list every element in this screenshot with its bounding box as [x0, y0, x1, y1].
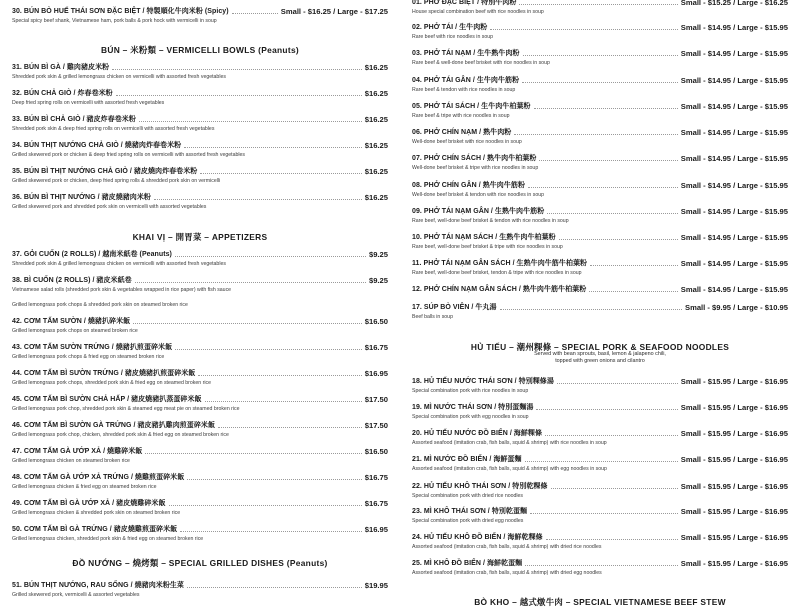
item-name: 45. CƠM TẤM BÌ SƯỜN CHẢ HẤP / 豬皮燒豬扒蒸蛋碎米飯 — [12, 396, 202, 403]
item-price: Small - $14.95 / Large - $15.95 — [680, 128, 788, 137]
menu-item — [12, 394, 388, 412]
item-description: Rare beef & well-done beef brisket with rice noodles in soup — [412, 60, 550, 66]
note-line: Served with bean sprouts, basil, lemon & jalapeno chili, — [534, 351, 666, 357]
item-description: Shredded pork skin & grilled lemongrass chicken on vermicelli with assorted fresh vegetables — [12, 74, 226, 80]
menu-item-row — [412, 454, 788, 464]
menu-item-row — [412, 402, 788, 412]
menu-item — [12, 498, 388, 516]
item-description: Grilled skewered pork or chicken & deep fried spring rolls on vermicelli with assorted fresh vegetables — [12, 152, 245, 158]
menu-item-row — [412, 532, 788, 542]
dotted-leader — [218, 427, 362, 428]
menu-item-row — [12, 446, 388, 456]
menu-item-row — [12, 166, 388, 176]
dotted-leader — [180, 531, 362, 532]
item-name: 08. PHỞ CHÍN GÂN / 熟牛肉牛筋粉 — [412, 182, 526, 189]
dotted-leader — [589, 291, 678, 292]
item-description: Rare beef & tripe with rice noodles in soup — [412, 113, 510, 119]
item-price: Small - $15.95 / Large - $16.95 — [680, 559, 788, 568]
dotted-leader — [139, 121, 362, 122]
item-price: Small - $15.95 / Large - $16.95 — [680, 507, 788, 516]
dotted-leader — [539, 160, 677, 161]
item-name: 36. BÚN BÌ THỊT NƯỚNG / 豬皮燒豬肉米粉 — [12, 194, 151, 201]
item-description: Assorted seafood (imitation crab, fish balls, squid & shrimp) with egg noodles in soup — [412, 466, 607, 472]
menu-item-row — [412, 75, 788, 85]
menu-item — [412, 206, 788, 224]
menu-item — [412, 153, 788, 171]
menu-item-row — [412, 206, 788, 216]
item-name: 22. HỦ TIẾU KHÔ THÁI SƠN / 特別乾粿條 — [412, 483, 548, 490]
menu-item — [412, 48, 788, 66]
menu-item-row — [12, 275, 388, 285]
menu-item — [412, 258, 788, 276]
item-name: 09. PHỞ TÁI NẠM GÂN / 生熟牛肉牛筋粉 — [412, 208, 545, 215]
item-price: $19.95 — [364, 581, 388, 590]
menu-item — [412, 454, 788, 472]
item-description: Assorted seafood (imitation crab, fish balls, squid & shrimp) with dried rice noodles — [412, 544, 602, 550]
dotted-leader — [116, 95, 362, 96]
menu-item — [12, 114, 388, 132]
item-price: $16.50 — [364, 317, 388, 326]
item-name: 21. MÌ NƯỚC ĐỒ BIỂN / 海鮮蛋麵 — [412, 456, 522, 463]
menu-item — [412, 75, 788, 93]
menu-item-row — [412, 48, 788, 58]
dotted-leader — [522, 82, 678, 83]
item-description: Grilled lemongrass chicken on steamed broken rice — [12, 458, 130, 464]
dotted-leader — [557, 383, 678, 384]
note-line: topped with green onions and cilantro — [555, 358, 645, 364]
menu-item-row — [412, 22, 788, 32]
dotted-leader — [133, 323, 362, 324]
item-name: 30. BÚN BÒ HUẾ THÁI SƠN ĐẶC BIỆT / 特製順化牛肉米粉 (Spicy) — [12, 8, 229, 15]
section-note — [412, 351, 788, 365]
item-description: Grilled lemongrass chicken, shredded pork skin & fried egg on steamed broken rice — [12, 536, 204, 542]
item-description: Grilled skewered pork or chicken, deep fried spring rolls & shredded pork skin on vermicelli — [12, 178, 221, 184]
item-price: $17.50 — [364, 395, 388, 404]
dotted-leader — [184, 147, 362, 148]
menu-item — [412, 481, 788, 499]
menu-item-row — [12, 524, 388, 534]
menu-item — [12, 580, 388, 598]
menu-item-row — [12, 316, 388, 326]
item-name: 33. BÚN BÌ CHẢ GIÒ / 豬皮炸春卷米粉 — [12, 116, 136, 123]
item-price: $16.25 — [364, 141, 388, 150]
menu-item-row — [412, 428, 788, 438]
dotted-leader — [525, 565, 678, 566]
menu-item — [12, 249, 388, 267]
menu-item — [412, 428, 788, 446]
item-price: Small - $14.95 / Large - $15.95 — [680, 181, 788, 190]
menu-item — [412, 376, 788, 394]
item-name: 37. GỎI CUỐN (2 ROLLS) / 越南米紙卷 (Peanuts) — [12, 251, 172, 258]
menu-item-row — [12, 368, 388, 378]
item-name: 05. PHỞ TÁI SÁCH / 生牛肉牛柏葉粉 — [412, 103, 531, 110]
item-price: Small - $15.95 / Large - $16.95 — [680, 482, 788, 491]
menu-item-row — [12, 249, 388, 259]
item-name: 17. SÚP BÒ VIÊN / 牛丸湯 — [412, 304, 497, 311]
item-description: Grilled lemongrass pork chops & fried egg on steamed broken rice — [12, 354, 165, 360]
dotted-leader — [546, 539, 678, 540]
dotted-leader — [528, 187, 678, 188]
item-price: $17.50 — [364, 421, 388, 430]
item-name: 01. PHỞ ĐẶC BIỆT / 特別牛肉粉 — [412, 0, 517, 6]
dotted-leader — [175, 256, 366, 257]
item-description: Special combination pork with dried egg noodles — [412, 518, 524, 524]
item-price: $16.50 — [364, 447, 388, 456]
menu-item — [12, 88, 388, 106]
menu-item-row — [412, 558, 788, 568]
item-name: 10. PHỞ TÁI NẠM SÁCH / 生熟牛肉牛柏葉粉 — [412, 234, 556, 241]
menu-item — [412, 402, 788, 420]
menu-item — [12, 275, 388, 293]
item-description: Rare beef, well-done beef brisket, tendon & tripe with rice noodles in soup — [412, 270, 582, 276]
item-description: Shredded pork skin & deep fried spring rolls on vermicelli with assorted fresh vegetables — [12, 126, 215, 132]
item-name: 32. BÚN CHẢ GIÒ / 炸春卷米粉 — [12, 90, 113, 97]
menu-item — [412, 506, 788, 524]
item-price: Small - $15.95 / Large - $16.95 — [680, 403, 788, 412]
menu-item — [12, 342, 388, 360]
menu-item — [12, 192, 388, 210]
item-price: Small - $14.95 / Large - $15.95 — [680, 207, 788, 216]
dotted-leader — [523, 55, 678, 56]
item-name: 12. PHỞ CHÍN NẠM GÂN SÁCH / 熟牛肉牛筋牛柏葉粉 — [412, 286, 587, 293]
item-price: $9.25 — [368, 250, 388, 259]
menu-item-row — [12, 114, 388, 124]
item-price: $16.25 — [364, 167, 388, 176]
item-description: House special combination beef with rice noodles in soup — [412, 9, 544, 15]
menu-item-row — [12, 472, 388, 482]
item-description: Grilled lemongrass pork chop, shredded pork skin & steamed egg meat pie on steamed broken rice — [12, 406, 240, 412]
dotted-leader — [154, 199, 362, 200]
dotted-leader — [169, 505, 362, 506]
item-name: 42. CƠM TẤM SƯỜN / 燒豬扒碎米飯 — [12, 318, 131, 325]
menu-item — [12, 472, 388, 490]
item-description: Shredded pork skin & grilled lemongrass chicken on vermicelli with assorted fresh vegetables — [12, 261, 226, 267]
menu-item-row — [412, 232, 788, 242]
item-description: Grilled skewered pork and shredded pork skin on vermicelli with assorted vegetables — [12, 204, 207, 210]
menu-item — [412, 532, 788, 550]
item-description: Deep fried spring rolls on vermicelli with assorted fresh vegetables — [12, 100, 165, 106]
dotted-leader — [187, 479, 361, 480]
dotted-leader — [514, 134, 677, 135]
item-name: 07. PHỞ CHÍN SÁCH / 熟牛肉牛柏葉粉 — [412, 155, 537, 162]
item-price: Small - $14.95 / Large - $15.95 — [680, 233, 788, 242]
section-heading-khai-v-appetizers: KHAI VỊ – 開胃菜 – APPETIZERS — [132, 232, 268, 242]
menu-item-row — [12, 394, 388, 404]
dotted-leader — [135, 282, 366, 283]
item-price: Small - $14.95 / Large - $15.95 — [680, 259, 788, 268]
dotted-leader — [205, 401, 362, 402]
item-description: Rare beef & tendon with rice noodles in soup — [412, 87, 516, 93]
item-description: Special spicy beef shank, Vietnamese ham, pork balls & pork hock with vermicelli in soup — [12, 18, 217, 24]
item-name: 44. CƠM TẤM BÌ SƯỜN TRỨNG / 豬皮燒豬扒煎蛋碎米飯 — [12, 370, 196, 377]
item-description: Vietnamese salad rolls (shredded pork skin & vegetables wrapped in rice paper) with fish sauce — [12, 287, 232, 293]
dotted-leader — [145, 453, 361, 454]
menu-item — [12, 6, 388, 24]
item-description: Special combination pork with dried rice noodles — [412, 493, 524, 499]
item-name: 06. PHỞ CHÍN NẠM / 熟牛肉粉 — [412, 129, 512, 136]
item-price: $16.25 — [364, 193, 388, 202]
menu-item-row — [412, 127, 788, 137]
item-price: Small - $14.95 / Large - $15.95 — [680, 49, 788, 58]
menu-item — [12, 140, 388, 158]
item-price: $16.25 — [364, 89, 388, 98]
dotted-leader — [187, 587, 362, 588]
item-price: $16.25 — [364, 63, 388, 72]
menu-item — [12, 524, 388, 542]
menu-item-row — [412, 258, 788, 268]
menu-item — [412, 232, 788, 250]
item-name: 18. HỦ TIẾU NƯỚC THÁI SƠN / 特別粿條湯 — [412, 378, 554, 385]
item-price: $16.25 — [364, 115, 388, 124]
item-price: Small - $14.95 / Large - $15.95 — [680, 154, 788, 163]
menu-item — [412, 180, 788, 198]
item-name: 03. PHỞ TÁI NẠM / 生牛熟牛肉粉 — [412, 50, 520, 57]
dotted-leader — [232, 13, 278, 14]
item-name: 04. PHỞ TÁI GÂN / 生牛肉牛筋粉 — [412, 77, 520, 84]
item-description: Rare beef with rice noodles in soup — [412, 34, 494, 40]
item-description: Grilled lemongrass chicken & shredded pork skin on steamed broken rice — [12, 510, 181, 516]
item-description: Well-done beef brisket & tripe with rice noodles in soup — [412, 165, 539, 171]
item-name: 02. PHỞ TÁI / 生牛肉粉 — [412, 24, 488, 31]
section-heading-n-ng-special-grilled-dishes-peanuts: ĐỒ NƯỚNG – 燒烤類 – SPECIAL GRILLED DISHES (Peanuts) — [72, 558, 328, 568]
dotted-leader — [490, 29, 677, 30]
menu-item-row — [412, 153, 788, 163]
item-description: Grilled lemongrass pork chops, shredded pork skin & fried egg on steamed broken rice — [12, 380, 211, 386]
item-price: Small - $14.95 / Large - $15.95 — [680, 23, 788, 32]
menu-item-row — [412, 481, 788, 491]
item-description: Assorted seafood (imitation crab, fish balls, squid & shrimp) with dried egg noodles — [412, 570, 602, 576]
menu-item — [412, 302, 788, 320]
menu-item-row — [412, 0, 788, 7]
item-description: Grilled lemongrass pork chop, chicken, shredded pork skin & fried egg on steamed broken rice — [12, 432, 229, 438]
dotted-leader — [175, 349, 362, 350]
menu-item-row — [12, 192, 388, 202]
item-price: Small - $16.25 / Large - $17.25 — [280, 7, 388, 16]
item-price: $16.75 — [364, 473, 388, 482]
item-price: $16.75 — [364, 343, 388, 352]
item-name: 19. MÌ NƯỚC THÁI SƠN / 特別蛋麵湯 — [412, 404, 534, 411]
menu-item — [412, 22, 788, 40]
item-name: 31. BÚN BÌ GÀ / 雞肉豬皮米粉 — [12, 64, 110, 71]
menu-item-row — [12, 62, 388, 72]
item-name: 11. PHỞ TÁI NẠM GÂN SÁCH / 生熟牛肉牛筋牛柏葉粉 — [412, 260, 588, 267]
item-name: 34. BÚN THỊT NƯỚNG CHẢ GIÒ / 燒豬肉炸春卷米粉 — [12, 142, 182, 149]
section-heading-b-kho-special-vietnamese-beef-stew: BÒ KHO – 越式燉牛肉 – SPECIAL VIETNAMESE BEEF STEW — [474, 597, 726, 607]
item-name: 23. MÌ KHÔ THÁI SƠN / 特別乾蛋麵 — [412, 508, 528, 515]
dotted-leader — [547, 213, 678, 214]
item-price: Small - $15.95 / Large - $16.95 — [680, 455, 788, 464]
item-description: Well-done beef brisket with rice noodles in soup — [412, 139, 522, 145]
item-name: 24. HỦ TIẾU KHÔ ĐỒ BIỂN / 海鮮乾粿條 — [412, 534, 543, 541]
menu-item — [412, 127, 788, 145]
menu-item-row — [412, 506, 788, 516]
item-name: 38. BÌ CUỐN (2 ROLLS) / 豬皮米紙卷 — [12, 277, 132, 284]
item-name: 48. CƠM TẤM GÀ ƯỚP XẢ TRỨNG / 燒雞煎蛋碎米飯 — [12, 474, 185, 481]
item-price: $9.25 — [368, 276, 388, 285]
item-description: Grilled lemongrass pork chops & shredded pork skin on steamed broken rice — [12, 302, 188, 308]
item-name: 50. CƠM TẤM BÌ GÀ TRỨNG / 豬皮燒雞煎蛋碎米飯 — [12, 526, 178, 533]
menu-item — [12, 62, 388, 80]
dotted-leader — [200, 173, 361, 174]
dotted-leader — [551, 488, 678, 489]
menu-item-row — [12, 420, 388, 430]
dotted-leader — [534, 108, 678, 109]
item-name: 35. BÚN BÌ THỊT NƯỚNG CHẢ GIÒ / 豬皮燒肉炸春卷米粉 — [12, 168, 198, 175]
item-name: 46. CƠM TẤM BÌ SƯỜN GÀ TRỨNG / 豬皮豬扒雞肉煎蛋碎米飯 — [12, 422, 215, 429]
menu-item — [412, 558, 788, 576]
item-name: 47. CƠM TẤM GÀ ƯỚP XẢ / 燒雞碎米飯 — [12, 448, 143, 455]
menu-item-row — [412, 284, 788, 294]
menu-item — [12, 166, 388, 184]
menu-item-row — [12, 140, 388, 150]
menu-item — [12, 316, 388, 334]
item-description: Beef balls in soup — [412, 314, 453, 320]
item-description: Grilled lemongrass pork chops on steamed broken rice — [12, 328, 138, 334]
dotted-leader — [530, 513, 678, 514]
item-description: Grilled lemongrass chicken & fried egg on steamed broken rice — [12, 484, 157, 490]
item-description: Rare beef, well-done beef brisket & tripe with rice noodles in soup — [412, 244, 563, 250]
item-name: 20. HỦ TIẾU NƯỚC ĐỒ BIỂN / 海鮮粿條 — [412, 430, 543, 437]
item-price: Small - $15.95 / Large - $16.95 — [680, 533, 788, 542]
dotted-leader — [112, 69, 362, 70]
menu-item-row — [412, 302, 788, 312]
menu-item-row — [12, 498, 388, 508]
item-price: Small - $14.95 / Large - $15.95 — [680, 285, 788, 294]
menu-item-row — [412, 376, 788, 386]
dotted-leader — [198, 375, 361, 376]
item-name: 25. MÌ KHÔ ĐỒ BIỂN / 海鮮乾蛋麵 — [412, 560, 523, 567]
item-description: Well-done beef brisket & tendon with rice noodles in soup — [412, 192, 544, 198]
menu-item-row — [412, 180, 788, 190]
dotted-leader — [519, 4, 677, 5]
item-price: Small - $15.95 / Large - $16.95 — [680, 377, 788, 386]
dotted-leader — [536, 409, 677, 410]
item-name: 43. CƠM TẤM SƯỜN TRỨNG / 燒豬扒煎蛋碎米飯 — [12, 344, 173, 351]
item-description: Special combination pork with rice noodles in soup — [412, 388, 529, 394]
section-heading-b-n-vermicelli-bowls-peanuts: BÚN – 米粉類 – VERMICELLI BOWLS (Peanuts) — [101, 45, 299, 55]
dotted-leader — [590, 265, 678, 266]
item-name: 51. BÚN THỊT NƯỚNG, RAU SỐNG / 燒豬肉米粉生菜 — [12, 582, 184, 589]
item-description: Rare beef, well-done beef brisket & tendon with rice noodles in soup — [412, 218, 569, 224]
item-price: Small - $15.95 / Large - $16.95 — [680, 429, 788, 438]
dotted-leader — [545, 435, 678, 436]
menu-item — [412, 284, 788, 294]
dotted-leader — [525, 461, 678, 462]
item-price: $16.95 — [364, 525, 388, 534]
item-name: 49. CƠM TẤM BÌ GÀ ƯỚP XẢ / 豬皮燒雞碎米飯 — [12, 500, 166, 507]
item-price: $16.95 — [364, 369, 388, 378]
dotted-leader — [500, 309, 682, 310]
item-price: Small - $9.95 / Large - $10.95 — [685, 303, 788, 312]
item-description: Grilled skewered pork, vermicelli & assorted vegetables — [12, 592, 140, 598]
menu-item — [412, 0, 788, 15]
menu-item — [12, 420, 388, 438]
item-description: Assorted seafood (imitation crab, fish balls, squid & shrimp) with rice noodles in soup — [412, 440, 607, 446]
item-price: $16.75 — [364, 499, 388, 508]
item-price: Small - $14.95 / Large - $15.95 — [680, 76, 788, 85]
menu-item — [412, 101, 788, 119]
section-heading-h-ti-u-special-pork-seafood-noodles: HỦ TIẾU – 潮州粿條 – SPECIAL PORK & SEAFOOD NOODLES — [470, 342, 730, 352]
menu-item — [12, 446, 388, 464]
menu-item-row — [12, 88, 388, 98]
menu-item-row — [412, 101, 788, 111]
menu-item-row — [12, 342, 388, 352]
item-price: Small - $14.95 / Large - $15.95 — [680, 102, 788, 111]
menu-item-row — [12, 580, 388, 590]
item-description: Special combination pork with egg noodles in soup — [412, 414, 529, 420]
menu-item — [12, 368, 388, 386]
menu-item-row — [12, 6, 388, 16]
dotted-leader — [559, 239, 678, 240]
item-price: Small - $15.25 / Large - $16.25 — [680, 0, 788, 7]
